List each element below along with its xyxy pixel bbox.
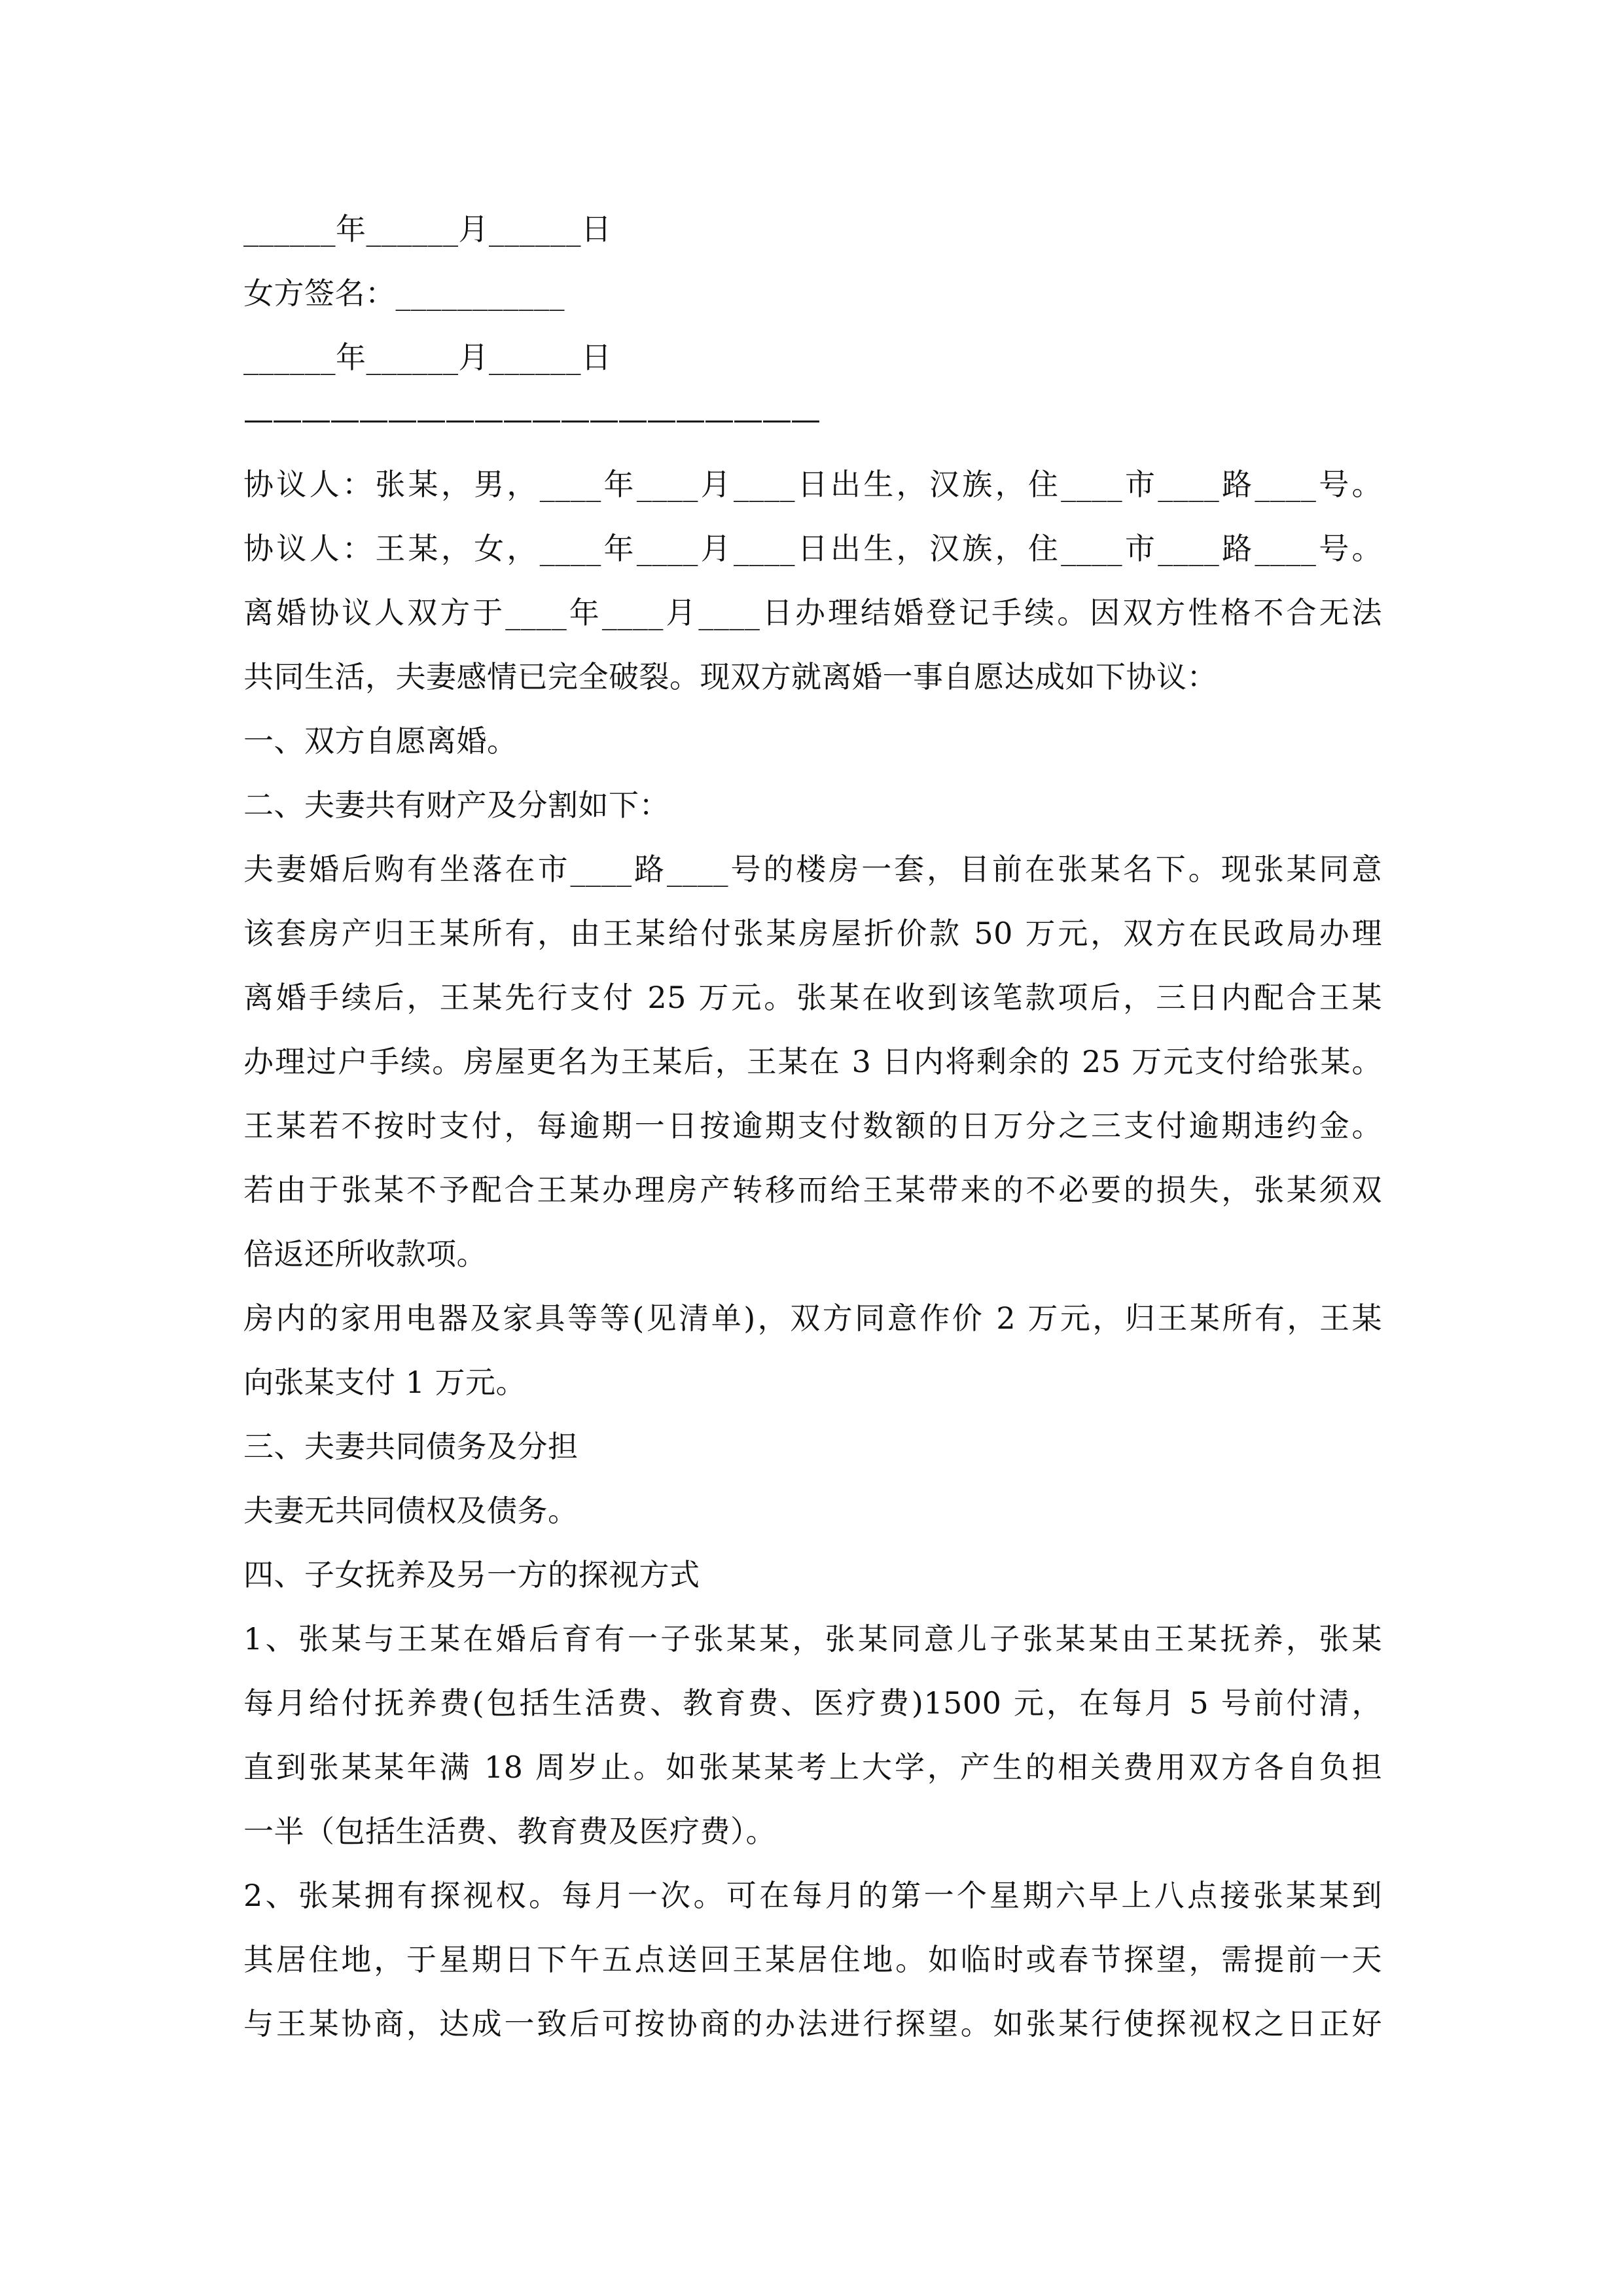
section-heading-4: 四、子女抚养及另一方的探视方式 xyxy=(243,1557,700,1592)
body-text-line: 共同生活，夫妻感情已完全破裂。现双方就离婚一事自愿达成如下协议： xyxy=(243,659,1217,694)
body-text-line: 离婚手续后，王某先行支付 25 万元。张某在收到该笔款项后，三日内配合王某 xyxy=(243,980,1382,1015)
body-text-line: 与王某协商，达成一致后可按协商的办法进行探望。如张某行使探视权之日正好 xyxy=(243,2006,1382,2041)
body-text-line: 一半（包括生活费、教育费及医疗费）。 xyxy=(243,1814,776,1849)
section-divider: ———————————————————— xyxy=(243,401,819,437)
body-text-line: 1、张某与王某在婚后育有一子张某某，张某同意儿子张某某由王某抚养，张某 xyxy=(243,1621,1382,1657)
body-text-line: 离婚协议人双方于____年____月____日办理结婚登记手续。因双方性格不合无法 xyxy=(243,595,1382,630)
body-text-line: 2、张某拥有探视权。每月一次。可在每月的第一个星期六早上八点接张某某到 xyxy=(243,1878,1382,1913)
party-line-wang: 协议人：王某，女，____年____月____日出生，汉族，住____市____路____号。 xyxy=(243,531,1382,566)
section-heading-2: 二、夫妻共有财产及分割如下： xyxy=(243,787,669,823)
female-signature-line: 女方签名：___________ xyxy=(243,276,565,311)
body-text-line: 向张某支付 1 万元。 xyxy=(243,1365,527,1400)
body-text-line: 其居住地，于星期日下午五点送回王某居住地。如临时或春节探望，需提前一天 xyxy=(243,1942,1382,1977)
section-heading-1: 一、双方自愿离婚。 xyxy=(243,723,518,759)
body-text-line: 若由于张某不予配合王某办理房产转移而给王某带来的不必要的损失，张某须双 xyxy=(243,1172,1382,1208)
body-text-line: 夫妻婚后购有坐落在市____路____号的楼房一套，目前在张某名下。现张某同意 xyxy=(243,852,1382,887)
body-text-line: 办理过户手续。房屋更名为王某后，王某在 3 日内将剩余的 25 万元支付给张某。 xyxy=(243,1044,1382,1079)
date-line-male: ______年______月______日 xyxy=(243,211,612,247)
body-text-line: 倍返还所收款项。 xyxy=(243,1236,487,1272)
body-text-line: 王某若不按时支付，每逾期一日按逾期支付数额的日万分之三支付逾期违约金。 xyxy=(243,1108,1382,1143)
body-text-line: 该套房产归王某所有，由王某给付张某房屋折价款 50 万元，双方在民政局办理 xyxy=(243,916,1382,951)
body-text-line: 夫妻无共同债权及债务。 xyxy=(243,1493,579,1528)
date-line-female: ______年______月______日 xyxy=(243,340,612,375)
section-heading-3: 三、夫妻共同债务及分担 xyxy=(243,1429,579,1464)
body-text-line: 房内的家用电器及家具等等(见清单)，双方同意作价 2 万元，归王某所有，王某 xyxy=(243,1300,1382,1336)
body-text-line: 每月给付抚养费(包括生活费、教育费、医疗费)1500 元，在每月 5 号前付清， xyxy=(243,1685,1382,1721)
party-line-zhang: 协议人：张某，男，____年____月____日出生，汉族，住____市____路____号。 xyxy=(243,467,1382,502)
body-text-line: 直到张某某年满 18 周岁止。如张某某考上大学，产生的相关费用双方各自负担 xyxy=(243,1749,1382,1785)
